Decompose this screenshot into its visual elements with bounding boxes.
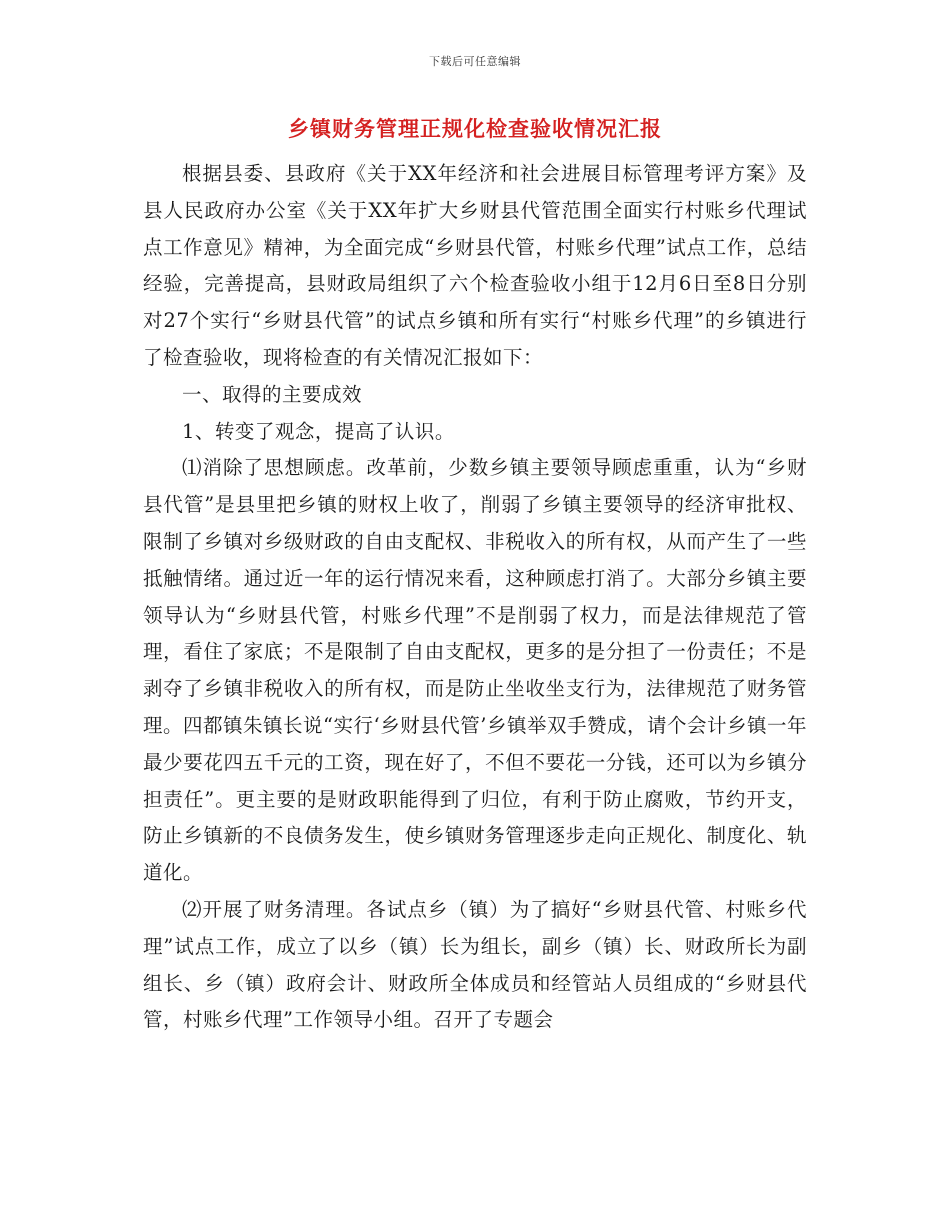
- paragraph-eliminate-concerns: ⑴消除了思想顾虑。改革前，少数乡镇主要领导顾虑重重，认为“乡财县代管”是县里把乡镇的财权上收了，削弱了乡镇主要领导的经济审批权、限制了乡镇对乡级财政的自由支配权、非税收入的所有权，从而产生了一些抵触情绪。通过近一年的运行情况来看，这种顾虑打消了。大部分乡镇主要领导认为“乡财县代管，村账乡代理”不是削弱了权力，而是法律规范了管理，看住了家底；不是限制了自由支配权，更多的是分担了一份责任；不是剥夺了乡镇非税收入的所有权，而是防止坐收坐支行为，法律规范了财务管理。四都镇朱镇长说“实行‘乡财县代管’乡镇举双手赞成，请个会计乡镇一年最少要花四五千元的工资，现在好了，不但不要花一分钱，还可以为乡镇分担责任”。更主要的是财政职能得到了归位，有利于防止腐败，节约开支，防止乡镇新的不良债务发生，使乡镇财务管理逐步走向正规化、制度化、轨道化。: [143, 456, 807, 885]
- section-heading-main-results: 一、取得的主要成效: [182, 382, 363, 406]
- subsection-heading-change-concepts: 1、转变了观念，提高了认识。: [182, 419, 455, 443]
- paragraph-financial-cleanup: ⑵开展了财务清理。各试点乡（镇）为了搞好“乡财县代管、村账乡代理”试点工作，成立了以乡（镇）长为组长，副乡（镇）长、财政所长为副组长、乡（镇）政府会计、财政所全体成员和经管站人员组成的“乡财县代管，村账乡代理”工作领导小组。召开了专题会: [143, 897, 807, 1032]
- document-body: [143, 156, 807, 1039]
- paragraph-intro: 根据县委、县政府《关于XX年经济和社会进展目标管理考评方案》及县人民政府办公室《关于XX年扩大乡财县代管范围全面实行村账乡代理试点工作意见》精神，为全面完成“乡财县代管，村账乡代理”试点工作，总结经验，完善提高，县财政局组织了六个检查验收小组于12月6日至8日分别对27个实行“乡财县代管”的试点乡镇和所有实行“村账乡代理”的乡镇进行了检查验收，现将检查的有关情况汇报如下：: [143, 162, 807, 369]
- page-header-note: 下载后可任意编辑: [429, 55, 521, 68]
- document-title: 乡镇财务管理正规化检查验收情况汇报: [288, 116, 662, 141]
